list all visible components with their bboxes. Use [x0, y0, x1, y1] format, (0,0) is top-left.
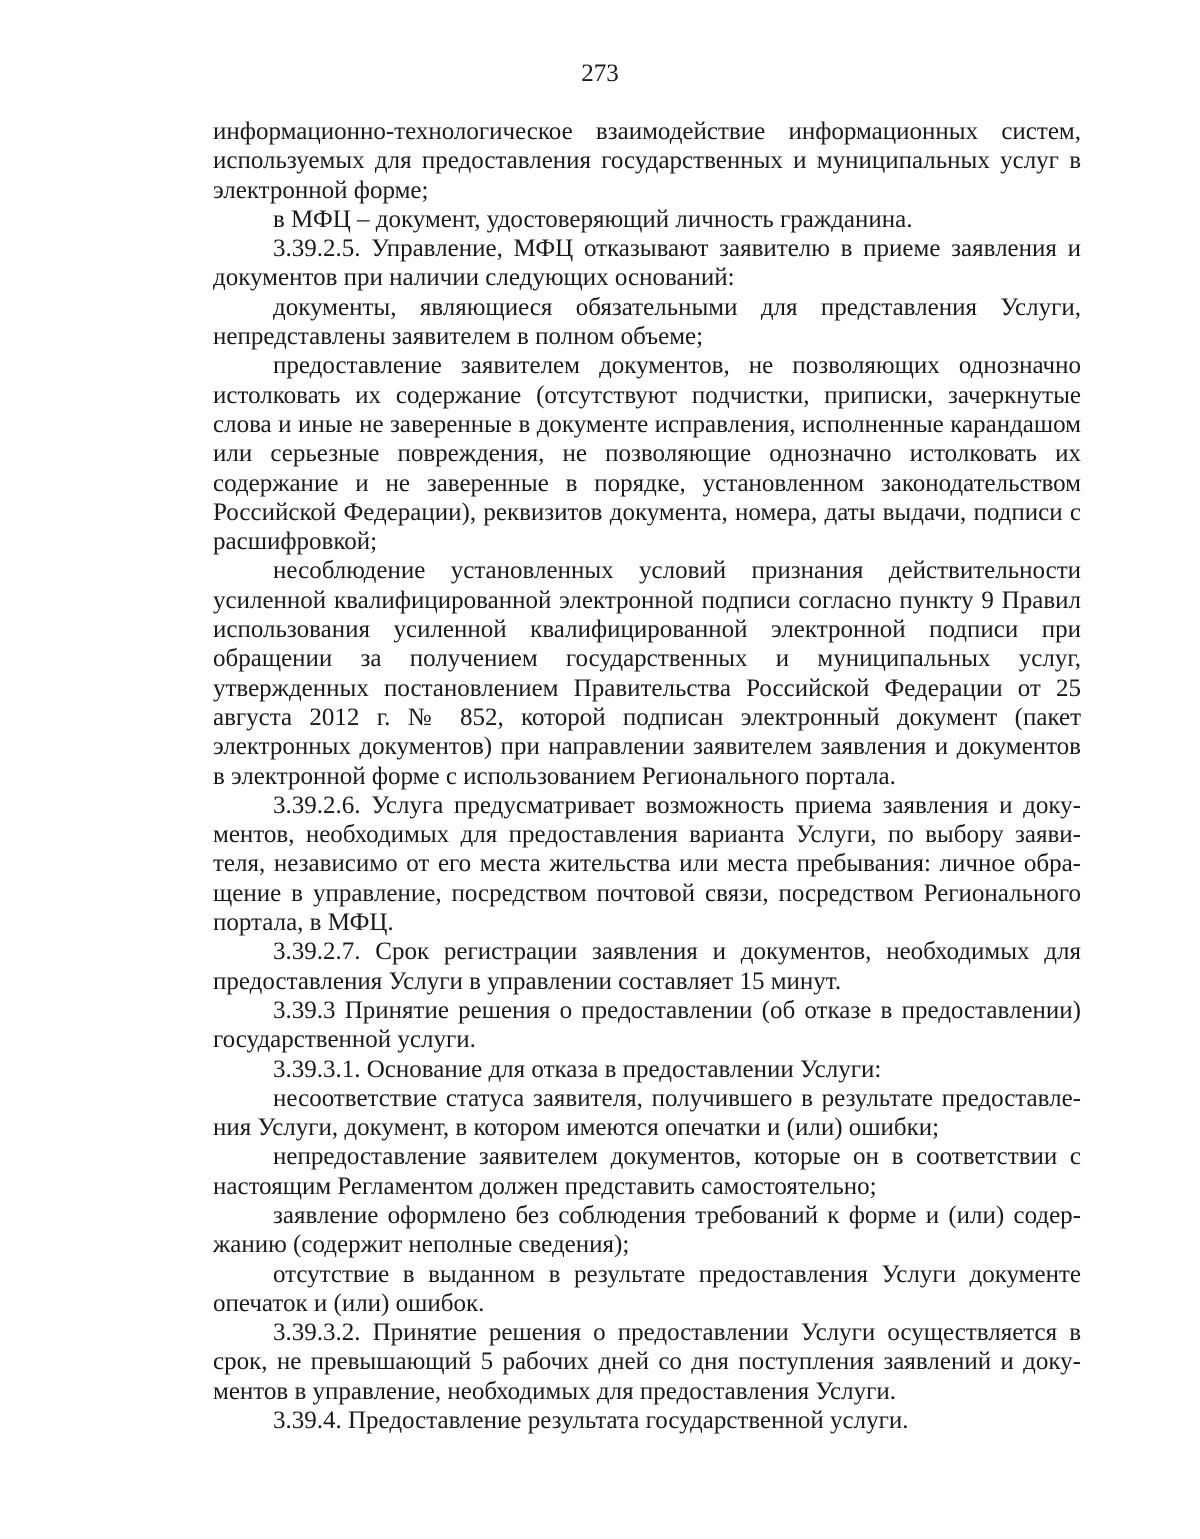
paragraph: несоблюдение установленных условий признания действительности усиленной квалифицированной электронной подписи согласно пункту 9 Правил использования усиленной квалифицированной электронной подписи при обращении за получением государственных и муниципальных услуг, утвержденных постановлением Правительства Российской Федерации от 25 августа 2012 г. № 852, которой подписан электронный документ (пакет электронных документов) при направлении заявителем заявления и документов в электронной форме с использованием Регионального портала.: [213, 557, 1081, 790]
paragraph: в МФЦ – документ, удостоверяющий личность гражданина.: [273, 205, 913, 233]
document-body: [213, 117, 1081, 1435]
paragraph: 3.39.2.7. Срок регистрации заявления и документов, необходимых для предоставления Услуги в управлении составляет 15 минут.: [213, 938, 1081, 995]
paragraph: несоответствие статуса заявителя, получившего в результате предоставления Услуги, документ, в котором имеются опечатки и (или) ошибки;: [213, 1084, 1081, 1142]
paragraph: информационно-технологическое взаимодействие информационных систем, используемых для предоставления государственных и муниципальных услуг в электронной форме;: [213, 118, 1081, 204]
paragraph: 3.39.3.2. Принятие решения о предоставлении Услуги осуществляется в срок, не превышающий 5 рабочих дней со дня поступления заявлений и документов в управление, необходимых для предоставления Услуги.: [213, 1319, 1081, 1405]
paragraph: 3.39.3 Принятие решения о предоставлении (об отказе в предоставлении) государственной услуги.: [213, 996, 1081, 1054]
paragraph: 3.39.2.5. Управление, МФЦ отказывают заявителю в приеме заявления и документов при наличии следующих оснований:: [213, 235, 1081, 292]
page-number: 273: [581, 60, 619, 87]
paragraph: 3.39.3.1. Основание для отказа в предоставлении Услуги:: [273, 1055, 882, 1083]
paragraph: предоставление заявителем документов, не позволяющих однозначно истолковать их содержание (отсутствуют подчистки, приписки, зачеркнутые слова и иные не заверенные в документе исправления, исполненные карандашом или серьезные повреждения, не позволяющие однозначно истолковать их содержание и не заверенные в порядке, установленном законодательством Российской Федерации), реквизитов документа, номера, даты выдачи, подписи с расшифровкой;: [213, 352, 1081, 556]
paragraph: непредоставление заявителем документов, которые он в соответствии с настоящим Регламентом должен представить самостоятельно;: [213, 1143, 1081, 1200]
paragraph: отсутствие в выданном в результате предоставления Услуги документе опечаток и (или) ошибок.: [213, 1260, 1081, 1317]
paragraph: 3.39.2.6. Услуга предусматривает возможность приема заявления и документов, необходимых для предоставления варианта Услуги, по выбору заявителя, независимо от его места жительства или места пребывания: личное обращение в управление, посредством почтовой связи, посредством Регионального портала, в МФЦ.: [213, 791, 1081, 937]
paragraph: заявление оформлено без соблюдения требований к форме и (или) содержанию (содержит неполные сведения);: [213, 1201, 1081, 1259]
paragraph: документы, являющиеся обязательными для представления Услуги, непредставлены заявителем в полном объеме;: [213, 293, 1081, 351]
paragraph: 3.39.4. Предоставление результата государственной услуги.: [273, 1407, 909, 1435]
